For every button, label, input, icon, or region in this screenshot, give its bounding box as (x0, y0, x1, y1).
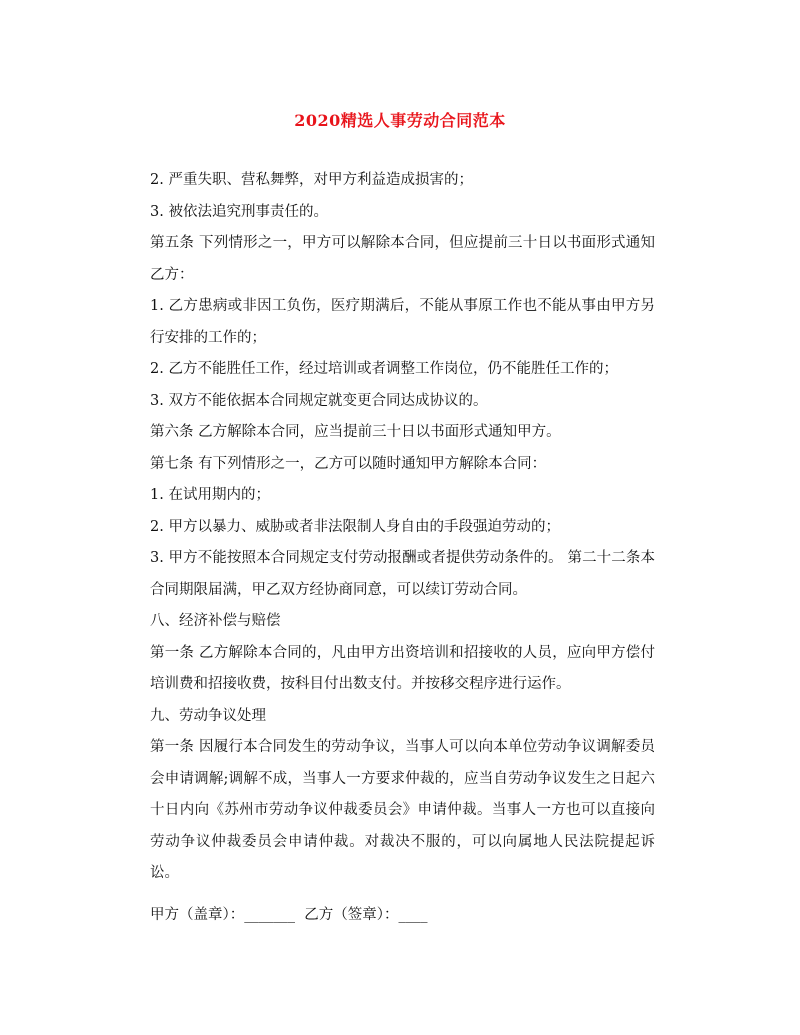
paragraph-article-7: 第七条 有下列情形之一，乙方可以随时通知甲方解除本合同： (150, 455, 547, 472)
paragraph-article-7-item-2: 2. 甲方以暴力、威胁或者非法限制人身自由的手段强迫劳动的； (150, 518, 560, 535)
paragraph-article-5-item-1: 1. 乙方患病或非因工负伤，医疗期满后，不能从事原工作也不能从事由甲方另行安排的工作的； (150, 298, 655, 346)
paragraph-article-5: 第五条 下列情形之一，甲方可以解除本合同，但应提前三十日以书面形式通知乙方： (150, 235, 655, 283)
paragraph-clause-3: 3. 被依法追究刑事责任的。 (150, 203, 328, 220)
document-body (150, 165, 655, 890)
paragraph-article-6: 第六条 乙方解除本合同，应当提前三十日以书面形式通知甲方。 (150, 424, 561, 440)
paragraph-article-5-item-3: 3. 双方不能依据本合同规定就变更合同达成协议的。 (150, 392, 488, 409)
section-heading-compensation: 八、经济补偿与赔偿 (150, 613, 281, 629)
paragraph-dispute-article-1: 第一条 因履行本合同发生的劳动争议，当事人可以向本单位劳动争议调解委员会申请调解;调解不成，当事人一方要求仲裁的，应当自劳动争议发生之日起六十日内向《苏州市劳动争议仲裁委员会》申请仲裁。当事人一方也可以直接向劳动争议仲裁委员会申请仲裁。对裁决不服的，可以向属地人民法院提起诉讼。 (150, 739, 655, 881)
paragraph-clause-2: 2. 严重失职、营私舞弊，对甲方利益造成损害的； (150, 172, 473, 188)
paragraph-compensation-article-1: 第一条 乙方解除本合同的，凡由甲方出资培训和招接收的人员，应向甲方偿付培训费和招接收费，按科目付出数支付。并按移交程序进行运作。 (150, 644, 655, 692)
document-title: 2020精选人事劳动合同范本 (294, 111, 506, 130)
paragraph-article-7-item-3: 3. 甲方不能按照本合同规定支付劳动报酬或者提供劳动条件的。 第二十二条本合同期限届满，甲乙双方经协商同意，可以续订劳动合同。 (150, 550, 655, 598)
signature-line: 甲方（盖章）：_______ 乙方（签章）：____ (150, 907, 428, 923)
paragraph-article-5-item-2: 2. 乙方不能胜任工作，经过培训或者调整工作岗位，仍不能胜任工作的； (150, 361, 618, 377)
paragraph-article-7-item-1: 1. 在试用期内的； (150, 487, 270, 503)
section-heading-dispute: 九、劳动争议处理 (150, 707, 266, 724)
